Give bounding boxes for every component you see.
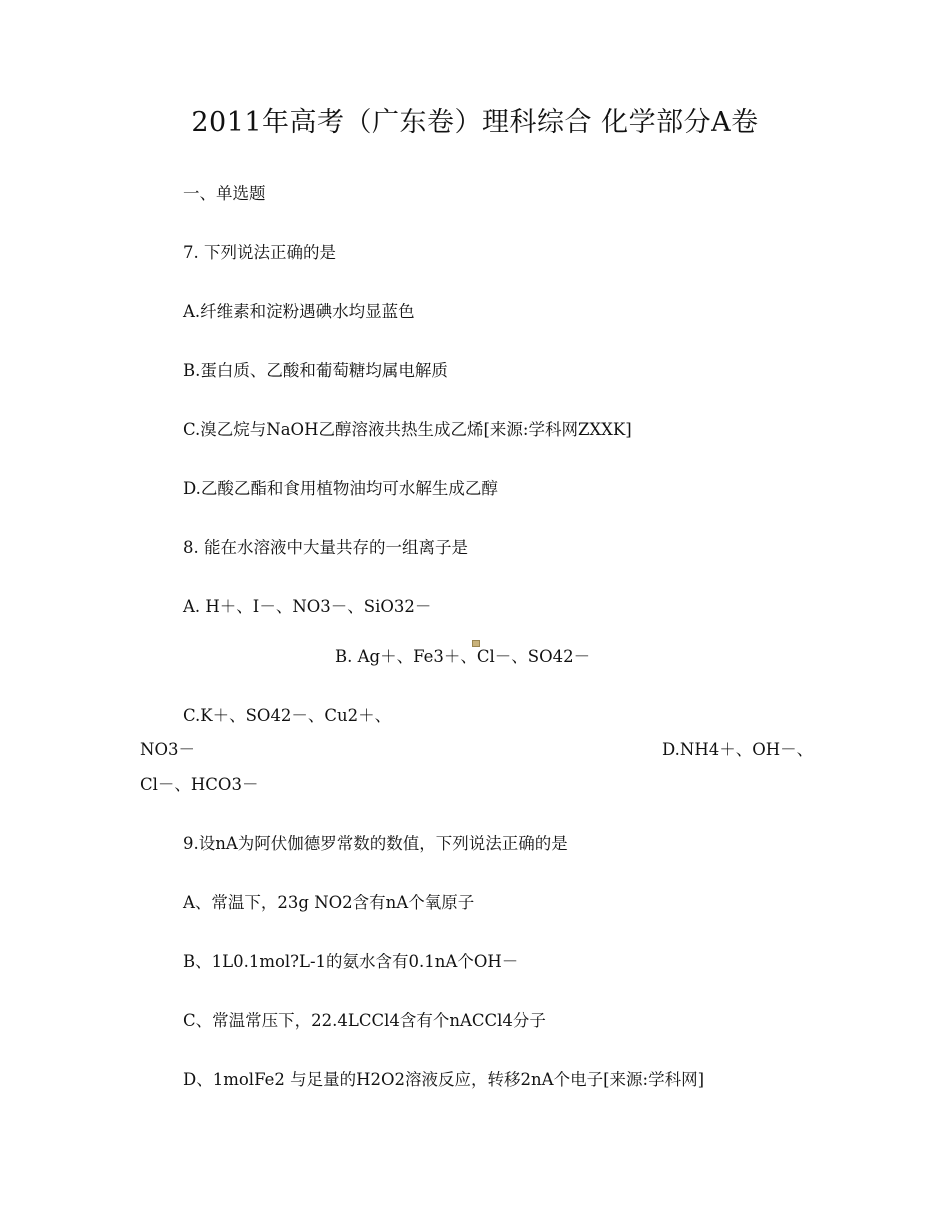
question-8-option-b: B. Ag＋、Fe3＋、Cl－、SO42－	[335, 647, 591, 666]
question-9-option-b: B、1L0.1mol?L-1的氨水含有0.1nA个OH－	[183, 952, 519, 971]
stray-mark-icon	[472, 640, 480, 647]
question-7-option-b: B.蛋白质、乙酸和葡萄糖均属电解质	[183, 361, 448, 380]
question-8-option-c-continued: NO3－	[140, 740, 195, 759]
question-9-option-a: A、常温下，23g NO2含有nA个氧原子	[183, 893, 475, 912]
question-9-stem: 9.设nA为阿伏伽德罗常数的数值，下列说法正确的是	[183, 834, 568, 853]
section-heading: 一、单选题	[183, 184, 266, 203]
question-8-option-d-continued: Cl－、HCO3－	[140, 775, 259, 794]
question-8-option-d: D.NH4＋、OH－、	[662, 740, 814, 759]
question-7-option-c: C.溴乙烷与NaOH乙醇溶液共热生成乙烯[来源:学科网ZXXK]	[183, 420, 632, 439]
page-title: 2011年高考（广东卷）理科综合 化学部分A卷	[191, 107, 759, 138]
question-9-option-d: D、1molFe2 与足量的H2O2溶液反应，转移2nA个电子[来源:学科网]	[183, 1070, 705, 1089]
question-8-option-a: A. H＋、I－、NO3－、SiO32－	[183, 597, 432, 616]
question-7-option-d: D.乙酸乙酯和食用植物油均可水解生成乙醇	[183, 479, 498, 498]
question-9-option-c: C、常温常压下，22.4LCCl4含有个nACCl4分子	[183, 1011, 546, 1030]
question-8-option-c: C.K＋、SO42－、Cu2＋、	[183, 706, 392, 725]
question-7-option-a: A.纤维素和淀粉遇碘水均显蓝色	[183, 302, 415, 321]
question-8-stem: 8. 能在水溶液中大量共存的一组离子是	[183, 538, 468, 557]
question-7-stem: 7. 下列说法正确的是	[183, 243, 336, 262]
